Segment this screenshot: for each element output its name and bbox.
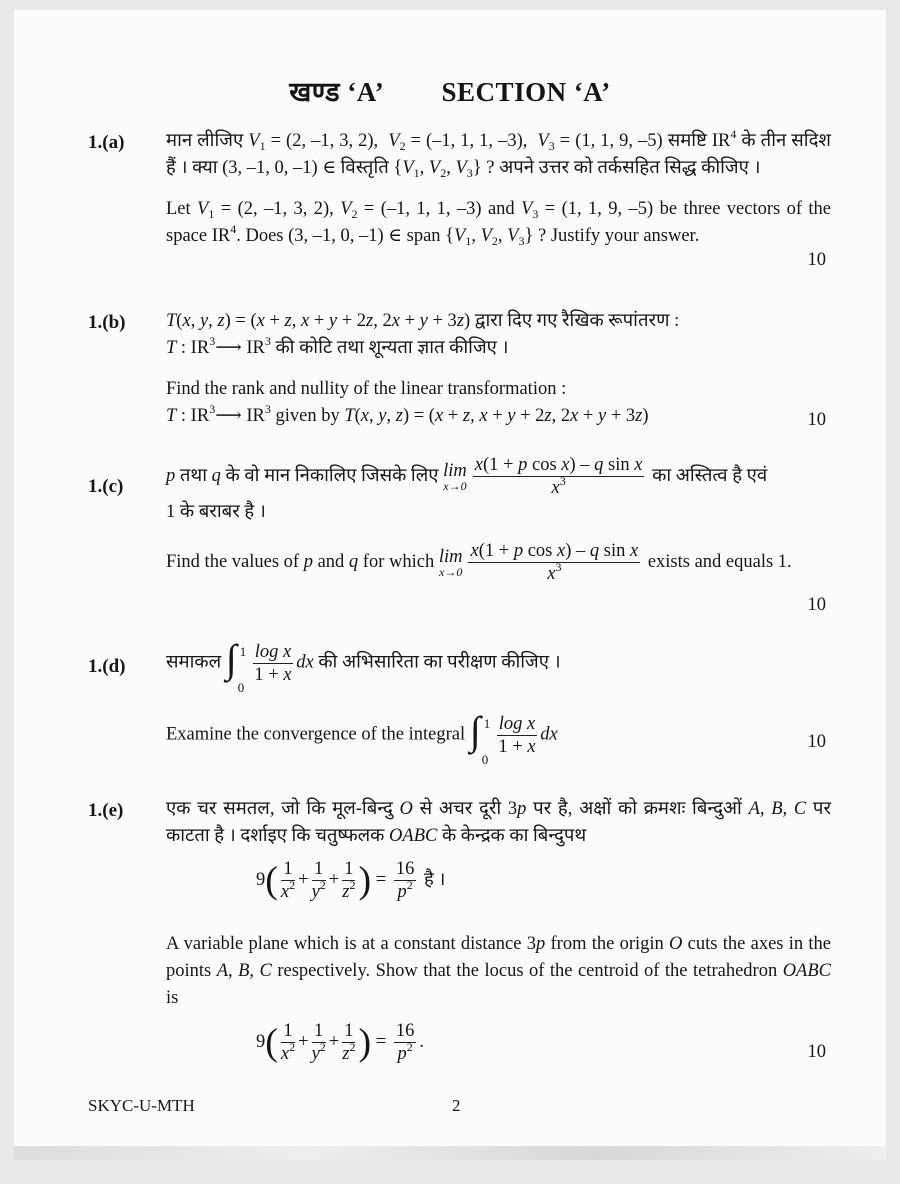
section-heading-hindi: खण्ड ‘A’	[289, 77, 385, 107]
question-number: 1.(e)	[88, 800, 124, 821]
question-text: p तथा q के वो मान निकालिए जिसके लिए lim x→0 $\frac{\text{x(1 + p cos x) – q sin x}}{x^3}$ का अस्तित्व है एवं 1 के बराबर है । Find the values of p and q for which lim x→0 $\frac{\text{x(1 + p cos x) – q sin x}}{x^3}$ exists and equals 1.	[166, 455, 792, 584]
question-text: T(x, y, z) = (x + z, x + y + 2z, 2x + y + 3z) द्वारा दिए गए रैखिक रूपांतरण : T : $IR^3⟶$ $IR^3$ की कोटि तथा शून्यता ज्ञात कीजिए । Find the rank and nullity of the linear transformation : T : $IR^3⟶$ $IR^3$ given by T(x, y, z) = (x + z, x + y + 2z, 2x + y + 3z)	[166, 311, 680, 426]
marks: 10	[807, 732, 826, 752]
paper-code: SKYC-U-MTH	[88, 1096, 195, 1115]
question-text: एक चर समतल, जो कि मूल-बिन्दु O से अचर दूरी 3p पर है, अक्षों को क्रमशः बिन्दुओं A, B, C पर काटता है । दर्शाइए कि चतुष्फलक OABC के केन्द्रक का बिन्दुपथ 9( $\frac{1}{x^2}$ + $\frac{1}{y^2}$ + $\frac{1}{z^2}$ ) = $\frac{16}{p^2}$ है । A variable plane which is at a constant distance 3p from the origin O cuts the axes in the points A, B, C respectively. Show that the locus of the centroid of the tetrahedron OABC is 9( $\frac{1}{x^2}$ + $\frac{1}{y^2}$ + $\frac{1}{z^2}$ ) = $\frac{16}{p^2}$ .	[166, 799, 832, 1064]
section-heading	[14, 72, 886, 109]
marks: 10	[807, 595, 826, 615]
marks: 10	[807, 410, 826, 430]
question-text: मान लीजिए $V_1 = (2$, –1, 3, 2), $V_2 = (-1$, 1, 1, –3), $V_3 = (1$, 1, 9, –5) समष्टि $IR^4$ के तीन सदिश हैं । क्या (3, –1, 0, –1) ∈ विस्तृति {$V_1$, $V_2$, $V_3$} ? अपने उत्तर को तर्कसहित सिद्ध कीजिए । Let $V_1 = (2$, –1, 3, 2), $V_2 = (-1$, 1, 1, –3) and $V_3 = (1$, 1, 9, –5) be three vectors of the space $IR^4$. Does (3, –1, 0, –1) ∈ span {$V_1$, $V_2$, $V_3$} ? Justify your answer.	[166, 127, 832, 248]
question-number: 1.(a)	[88, 132, 125, 153]
marks: 10	[807, 250, 826, 270]
question-number: 1.(b)	[88, 312, 126, 333]
question-text: समाकल ∫ 1 0 $\frac{\text{log x}}{1 + x}$ dx की अभिसारिता का परीक्षण कीजिए । Examine the convergence of the integral ∫ 1 0 $\frac{\text{log x}}{1 + x}$ dx	[166, 636, 561, 767]
scan-edge	[14, 1146, 886, 1160]
marks: 10	[807, 1042, 826, 1062]
section-heading-english: SECTION ‘A’	[441, 77, 611, 107]
page-number: 2	[452, 1096, 461, 1115]
question-number: 1.(d)	[88, 656, 126, 677]
question-number: 1.(c)	[88, 476, 124, 497]
exam-page	[14, 10, 886, 1160]
